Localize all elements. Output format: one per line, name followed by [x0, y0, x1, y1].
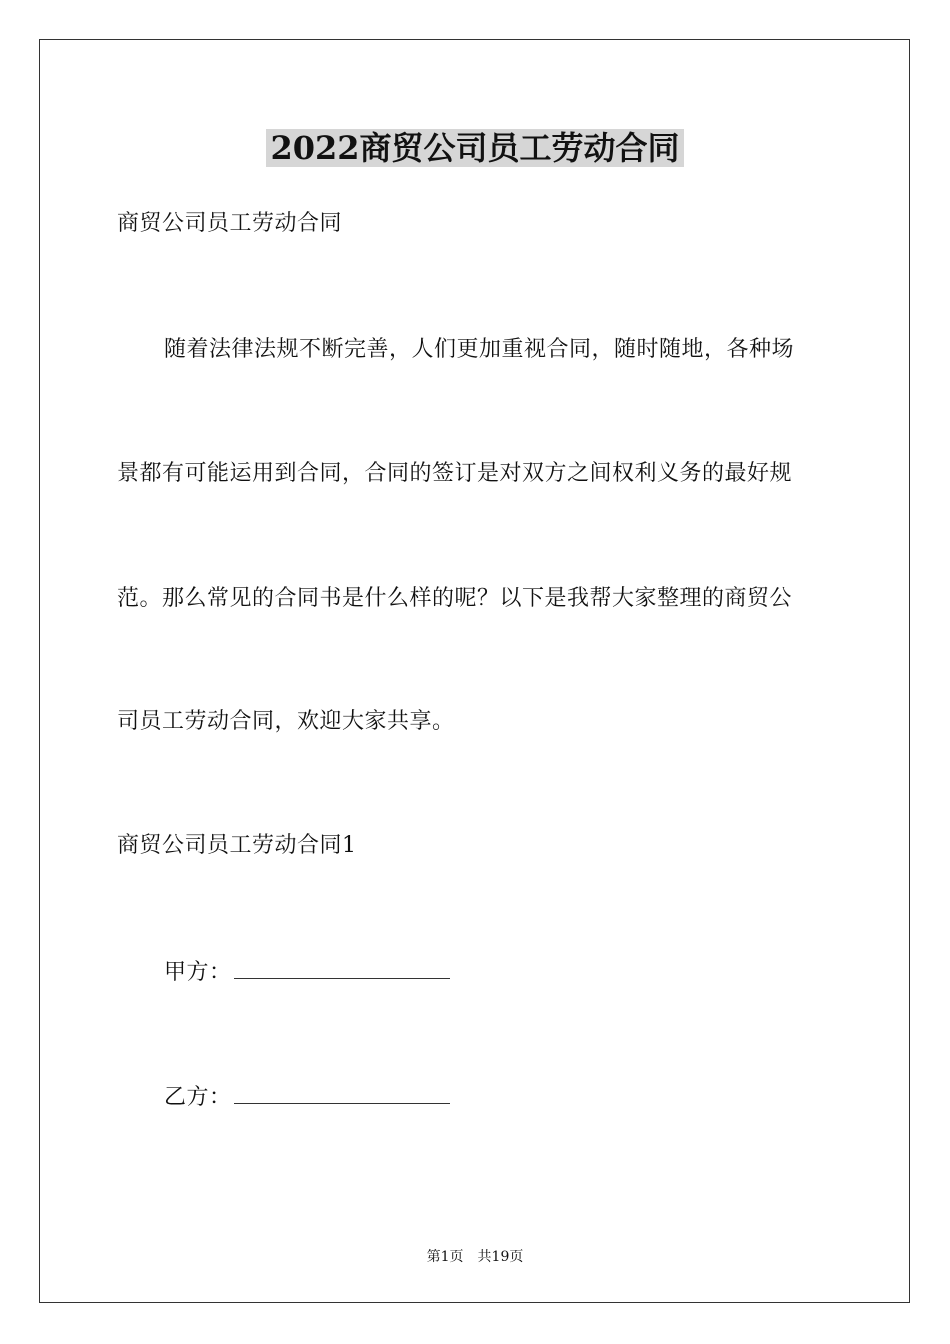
section-heading: 商贸公司员工劳动合同1: [117, 833, 357, 858]
party-b-row: [164, 1081, 884, 1113]
page-footer: 第1页 共19页: [426, 1249, 524, 1265]
party-a-blank: [234, 956, 450, 979]
paragraph-line-4: 司员工劳动合同，欢迎大家共享。: [117, 709, 455, 734]
document-title: [0, 126, 950, 170]
document-subtitle: 商贸公司员工劳动合同: [117, 211, 343, 236]
paragraph-line-3: 范。那么常见的合同书是什么样的呢？以下是我帮大家整理的商贸公: [117, 586, 793, 611]
paragraph-line-1: 随着法律法规不断完善，人们更加重视合同，随时随地，各种场: [164, 337, 795, 362]
party-a-row: [164, 956, 884, 988]
party-a-label: 甲方：: [164, 960, 232, 985]
document-title-text: 2022商贸公司员工劳动合同: [266, 129, 683, 167]
paragraph-line-2: 景都有可能运用到合同，合同的签订是对双方之间权利义务的最好规: [117, 461, 793, 486]
party-b-blank: [234, 1081, 450, 1104]
party-b-label: 乙方：: [164, 1085, 232, 1110]
